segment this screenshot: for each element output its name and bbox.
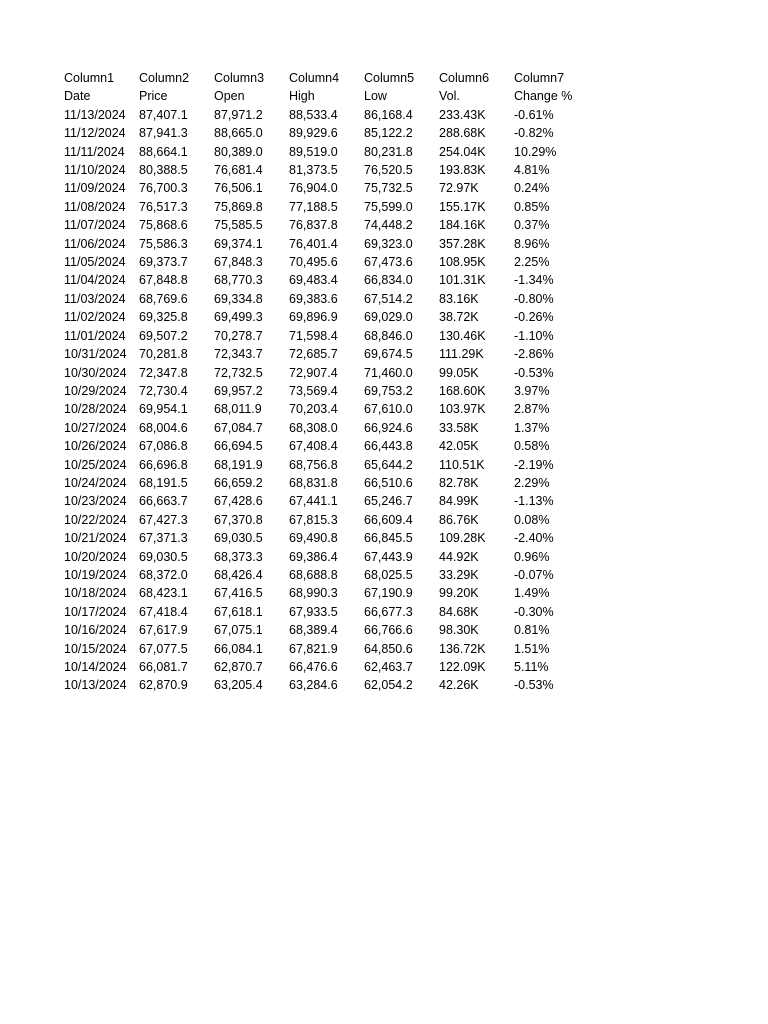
volume-cell: 72.97K [439, 181, 479, 196]
header-cell: Vol. [439, 89, 460, 104]
table-row [64, 143, 589, 161]
price-cell: 80,388.5 [139, 163, 188, 178]
high-cell: 68,990.3 [289, 586, 338, 601]
open-cell: 67,428.6 [214, 494, 263, 509]
change-cell: 0.85% [514, 199, 550, 214]
change-cell: 8.96% [514, 236, 550, 251]
high-cell: 70,203.4 [289, 402, 338, 417]
price-history-table [64, 69, 589, 695]
volume-cell: 136.72K [439, 641, 486, 656]
date-cell: 11/04/2024 [64, 273, 126, 288]
low-cell: 64,850.6 [364, 641, 413, 656]
table-row [64, 511, 589, 529]
volume-cell: 33.29K [439, 567, 479, 582]
high-cell: 69,386.4 [289, 549, 338, 564]
header-cell: Column2 [139, 71, 190, 85]
high-cell: 68,308.0 [289, 420, 338, 435]
header-cell: Date [64, 89, 91, 104]
date-cell: 10/19/2024 [64, 567, 127, 582]
change-cell: 1.51% [514, 641, 550, 656]
header-cell: Column1 [64, 71, 115, 85]
volume-cell: 109.28K [439, 531, 486, 546]
price-cell: 62,870.9 [139, 678, 188, 693]
low-cell: 80,231.8 [364, 144, 413, 159]
price-cell: 67,848.8 [139, 273, 188, 288]
high-cell: 68,688.8 [289, 567, 338, 582]
table-row [64, 400, 589, 418]
price-cell: 68,004.6 [139, 420, 188, 435]
high-cell: 77,188.5 [289, 199, 338, 214]
table-row [64, 603, 589, 621]
low-cell: 62,054.2 [364, 678, 413, 693]
open-cell: 72,343.7 [214, 347, 263, 362]
high-cell: 89,519.0 [289, 144, 338, 159]
high-cell: 68,756.8 [289, 457, 338, 472]
open-cell: 80,389.0 [214, 144, 263, 159]
volume-cell: 110.51K [439, 457, 485, 472]
table-row [64, 529, 589, 547]
date-cell: 10/14/2024 [64, 660, 127, 674]
open-cell: 68,011.9 [214, 402, 262, 417]
volume-cell: 122.09K [439, 660, 486, 674]
price-cell: 69,373.7 [139, 255, 188, 270]
price-cell: 67,617.9 [139, 623, 188, 638]
table-row [64, 308, 589, 326]
table-row [64, 345, 589, 363]
date-cell: 10/28/2024 [64, 402, 127, 417]
high-cell: 71,598.4 [289, 328, 338, 343]
low-cell: 66,766.6 [364, 623, 413, 638]
open-cell: 87,971.2 [214, 107, 263, 122]
date-cell: 11/05/2024 [64, 255, 126, 270]
open-cell: 63,205.4 [214, 678, 263, 693]
low-cell: 66,443.8 [364, 439, 413, 454]
date-cell: 10/25/2024 [64, 457, 127, 472]
low-cell: 71,460.0 [364, 365, 413, 380]
date-cell: 10/17/2024 [64, 604, 127, 619]
high-cell: 68,831.8 [289, 475, 338, 490]
open-cell: 68,191.9 [214, 457, 263, 472]
table-body [64, 69, 589, 695]
high-cell: 66,476.6 [289, 660, 338, 674]
date-cell: 10/24/2024 [64, 475, 127, 490]
date-cell: 10/13/2024 [64, 678, 127, 693]
table-row [64, 106, 589, 124]
price-cell: 69,030.5 [139, 549, 188, 564]
volume-cell: 82.78K [439, 475, 479, 490]
price-cell: 75,586.3 [139, 236, 188, 251]
table-row [64, 235, 589, 253]
column-header-row [64, 87, 589, 105]
change-cell: -0.61% [514, 107, 554, 122]
date-cell: 10/16/2024 [64, 623, 127, 638]
table-row [64, 290, 589, 308]
low-cell: 69,029.0 [364, 310, 413, 325]
date-cell: 11/12/2024 [64, 126, 126, 141]
price-cell: 72,347.8 [139, 365, 188, 380]
table-row [64, 566, 589, 584]
high-cell: 76,401.4 [289, 236, 338, 251]
header-cell: Column3 [214, 71, 265, 85]
change-cell: 1.49% [514, 586, 550, 601]
price-cell: 68,191.5 [139, 475, 188, 490]
table-row [64, 364, 589, 382]
high-cell: 76,904.0 [289, 181, 338, 196]
date-cell: 10/29/2024 [64, 383, 127, 398]
volume-cell: 155.17K [439, 199, 486, 214]
open-cell: 70,278.7 [214, 328, 263, 343]
change-cell: -0.53% [514, 678, 554, 693]
high-cell: 67,408.4 [289, 439, 338, 454]
open-cell: 68,426.4 [214, 567, 263, 582]
volume-cell: 84.99K [439, 494, 479, 509]
open-cell: 76,681.4 [214, 163, 263, 178]
price-cell: 76,517.3 [139, 199, 188, 214]
low-cell: 69,323.0 [364, 236, 413, 251]
price-cell: 66,663.7 [139, 494, 188, 509]
open-cell: 66,084.1 [214, 641, 263, 656]
high-cell: 63,284.6 [289, 678, 338, 693]
price-cell: 72,730.4 [139, 383, 188, 398]
price-cell: 67,418.4 [139, 604, 188, 619]
change-cell: 0.58% [514, 439, 550, 454]
date-cell: 10/20/2024 [64, 549, 127, 564]
price-cell: 67,371.3 [139, 531, 188, 546]
date-cell: 11/01/2024 [64, 328, 126, 343]
header-cell: Low [364, 89, 387, 104]
table-row [64, 327, 589, 345]
price-cell: 66,081.7 [139, 660, 188, 674]
header-cell: Price [139, 89, 168, 104]
date-cell: 10/21/2024 [64, 531, 127, 546]
price-cell: 87,407.1 [139, 107, 188, 122]
date-cell: 10/22/2024 [64, 512, 127, 527]
high-cell: 69,383.6 [289, 291, 338, 306]
table-row [64, 419, 589, 437]
header-cell: High [289, 89, 315, 104]
open-cell: 62,870.7 [214, 660, 263, 674]
date-cell: 11/10/2024 [64, 163, 126, 178]
price-cell: 67,427.3 [139, 512, 188, 527]
table-row [64, 676, 589, 694]
open-cell: 67,848.3 [214, 255, 263, 270]
header-cell: Column5 [364, 71, 415, 85]
volume-cell: 42.05K [439, 439, 479, 454]
volume-cell: 184.16K [439, 218, 486, 233]
open-cell: 75,585.5 [214, 218, 263, 233]
table-row [64, 437, 589, 455]
high-cell: 88,533.4 [289, 107, 338, 122]
open-cell: 88,665.0 [214, 126, 263, 141]
high-cell: 67,815.3 [289, 512, 338, 527]
volume-cell: 33.58K [439, 420, 479, 435]
change-cell: -2.40% [514, 531, 554, 546]
price-cell: 75,868.6 [139, 218, 188, 233]
change-cell: 1.37% [514, 420, 550, 435]
table-row [64, 640, 589, 658]
change-cell: 0.08% [514, 512, 550, 527]
header-cell: Change % [514, 89, 573, 104]
high-cell: 69,896.9 [289, 310, 338, 325]
low-cell: 66,609.4 [364, 512, 413, 527]
change-cell: -1.13% [514, 494, 554, 509]
low-cell: 66,845.5 [364, 531, 413, 546]
volume-cell: 130.46K [439, 328, 486, 343]
change-cell: -0.82% [514, 126, 554, 141]
open-cell: 67,084.7 [214, 420, 263, 435]
open-cell: 69,499.3 [214, 310, 263, 325]
price-cell: 76,700.3 [139, 181, 188, 196]
low-cell: 85,122.2 [364, 126, 413, 141]
volume-cell: 288.68K [439, 126, 486, 141]
change-cell: 2.25% [514, 255, 550, 270]
volume-cell: 42.26K [439, 678, 479, 693]
high-cell: 67,441.1 [289, 494, 338, 509]
low-cell: 67,514.2 [364, 291, 413, 306]
low-cell: 65,246.7 [364, 494, 413, 509]
change-cell: 3.97% [514, 383, 550, 398]
header-cell: Column6 [439, 71, 490, 85]
date-cell: 10/15/2024 [64, 641, 127, 656]
volume-cell: 357.28K [439, 236, 486, 251]
low-cell: 66,510.6 [364, 475, 413, 490]
date-cell: 11/02/2024 [64, 310, 126, 325]
open-cell: 68,770.3 [214, 273, 263, 288]
volume-cell: 168.60K [439, 383, 486, 398]
date-cell: 11/08/2024 [64, 199, 126, 214]
price-cell: 67,086.8 [139, 439, 188, 454]
low-cell: 66,924.6 [364, 420, 413, 435]
table-row [64, 198, 589, 216]
price-cell: 66,696.8 [139, 457, 188, 472]
change-cell: -1.10% [514, 328, 554, 343]
low-cell: 68,025.5 [364, 567, 413, 582]
volume-cell: 254.04K [439, 144, 486, 159]
spreadsheet-page [64, 69, 589, 695]
high-cell: 69,490.8 [289, 531, 338, 546]
table-row [64, 492, 589, 510]
high-cell: 68,389.4 [289, 623, 338, 638]
date-cell: 11/09/2024 [64, 181, 126, 196]
open-cell: 69,030.5 [214, 531, 263, 546]
header-cell: Column7 [514, 71, 565, 85]
change-cell: 2.87% [514, 402, 550, 417]
open-cell: 67,370.8 [214, 512, 263, 527]
change-cell: 10.29% [514, 144, 557, 159]
volume-cell: 84.68K [439, 604, 479, 619]
high-cell: 69,483.4 [289, 273, 338, 288]
change-cell: 0.96% [514, 549, 550, 564]
date-cell: 10/23/2024 [64, 494, 127, 509]
price-cell: 68,769.6 [139, 291, 188, 306]
table-row [64, 253, 589, 271]
low-cell: 69,753.2 [364, 383, 413, 398]
date-cell: 10/26/2024 [64, 439, 127, 454]
open-cell: 69,374.1 [214, 236, 263, 251]
open-cell: 68,373.3 [214, 549, 263, 564]
change-cell: 0.37% [514, 218, 550, 233]
date-cell: 10/30/2024 [64, 365, 127, 380]
date-cell: 10/31/2024 [64, 347, 127, 362]
volume-cell: 103.97K [439, 402, 486, 417]
change-cell: -0.80% [514, 291, 554, 306]
header-cell: Column4 [289, 71, 340, 85]
date-cell: 10/18/2024 [64, 586, 127, 601]
table-row [64, 271, 589, 289]
volume-cell: 98.30K [439, 623, 479, 638]
high-cell: 89,929.6 [289, 126, 338, 141]
table-row [64, 584, 589, 602]
date-cell: 10/27/2024 [64, 420, 127, 435]
high-cell: 67,821.9 [289, 641, 338, 656]
header-cell: Open [214, 89, 245, 104]
high-cell: 72,907.4 [289, 365, 338, 380]
date-cell: 11/07/2024 [64, 218, 126, 233]
volume-cell: 101.31K [439, 273, 486, 288]
volume-cell: 99.05K [439, 365, 479, 380]
open-cell: 67,618.1 [214, 604, 263, 619]
low-cell: 67,473.6 [364, 255, 413, 270]
volume-cell: 99.20K [439, 586, 479, 601]
volume-cell: 38.72K [439, 310, 479, 325]
change-cell: -0.07% [514, 567, 554, 582]
change-cell: -1.34% [514, 273, 554, 288]
open-cell: 72,732.5 [214, 365, 263, 380]
price-cell: 69,954.1 [139, 402, 188, 417]
table-row [64, 548, 589, 566]
low-cell: 75,732.5 [364, 181, 413, 196]
high-cell: 76,837.8 [289, 218, 338, 233]
price-cell: 70,281.8 [139, 347, 188, 362]
open-cell: 66,659.2 [214, 475, 263, 490]
low-cell: 66,834.0 [364, 273, 413, 288]
change-cell: -2.19% [514, 457, 554, 472]
low-cell: 86,168.4 [364, 107, 413, 122]
change-cell: 4.81% [514, 163, 550, 178]
open-cell: 69,334.8 [214, 291, 263, 306]
high-cell: 67,933.5 [289, 604, 338, 619]
open-cell: 67,416.5 [214, 586, 263, 601]
open-cell: 75,869.8 [214, 199, 263, 214]
low-cell: 66,677.3 [364, 604, 413, 619]
low-cell: 74,448.2 [364, 218, 413, 233]
change-cell: -0.53% [514, 365, 554, 380]
open-cell: 67,075.1 [214, 623, 263, 638]
open-cell: 76,506.1 [214, 181, 263, 196]
table-row [64, 382, 589, 400]
date-cell: 11/06/2024 [64, 236, 126, 251]
price-cell: 68,423.1 [139, 586, 188, 601]
price-cell: 87,941.3 [139, 126, 188, 141]
volume-cell: 108.95K [439, 255, 486, 270]
date-cell: 11/13/2024 [64, 107, 126, 122]
low-cell: 65,644.2 [364, 457, 413, 472]
price-cell: 68,372.0 [139, 567, 188, 582]
low-cell: 76,520.5 [364, 163, 413, 178]
change-cell: 0.81% [514, 623, 550, 638]
change-cell: 0.24% [514, 181, 550, 196]
change-cell: 5.11% [514, 660, 549, 674]
price-cell: 69,325.8 [139, 310, 188, 325]
date-cell: 11/11/2024 [64, 144, 125, 159]
price-cell: 88,664.1 [139, 144, 188, 159]
low-cell: 62,463.7 [364, 660, 413, 674]
table-row [64, 621, 589, 639]
volume-cell: 233.43K [439, 107, 486, 122]
table-row [64, 658, 589, 676]
high-cell: 70,495.6 [289, 255, 338, 270]
table-row [64, 161, 589, 179]
change-cell: -2.86% [514, 347, 554, 362]
open-cell: 69,957.2 [214, 383, 263, 398]
change-cell: -0.26% [514, 310, 554, 325]
low-cell: 75,599.0 [364, 199, 413, 214]
low-cell: 69,674.5 [364, 347, 413, 362]
high-cell: 72,685.7 [289, 347, 338, 362]
table-row [64, 179, 589, 197]
table-row [64, 124, 589, 142]
low-cell: 68,846.0 [364, 328, 413, 343]
low-cell: 67,610.0 [364, 402, 413, 417]
table-row [64, 474, 589, 492]
low-cell: 67,443.9 [364, 549, 413, 564]
high-cell: 73,569.4 [289, 383, 338, 398]
low-cell: 67,190.9 [364, 586, 413, 601]
table-row [64, 456, 589, 474]
change-cell: -0.30% [514, 604, 554, 619]
open-cell: 66,694.5 [214, 439, 263, 454]
change-cell: 2.29% [514, 475, 550, 490]
column-name-row [64, 69, 589, 87]
volume-cell: 193.83K [439, 163, 486, 178]
volume-cell: 83.16K [439, 291, 479, 306]
date-cell: 11/03/2024 [64, 291, 126, 306]
price-cell: 69,507.2 [139, 328, 188, 343]
volume-cell: 86.76K [439, 512, 479, 527]
volume-cell: 111.29K [439, 347, 484, 362]
high-cell: 81,373.5 [289, 163, 338, 178]
price-cell: 67,077.5 [139, 641, 188, 656]
volume-cell: 44.92K [439, 549, 479, 564]
table-row [64, 216, 589, 234]
